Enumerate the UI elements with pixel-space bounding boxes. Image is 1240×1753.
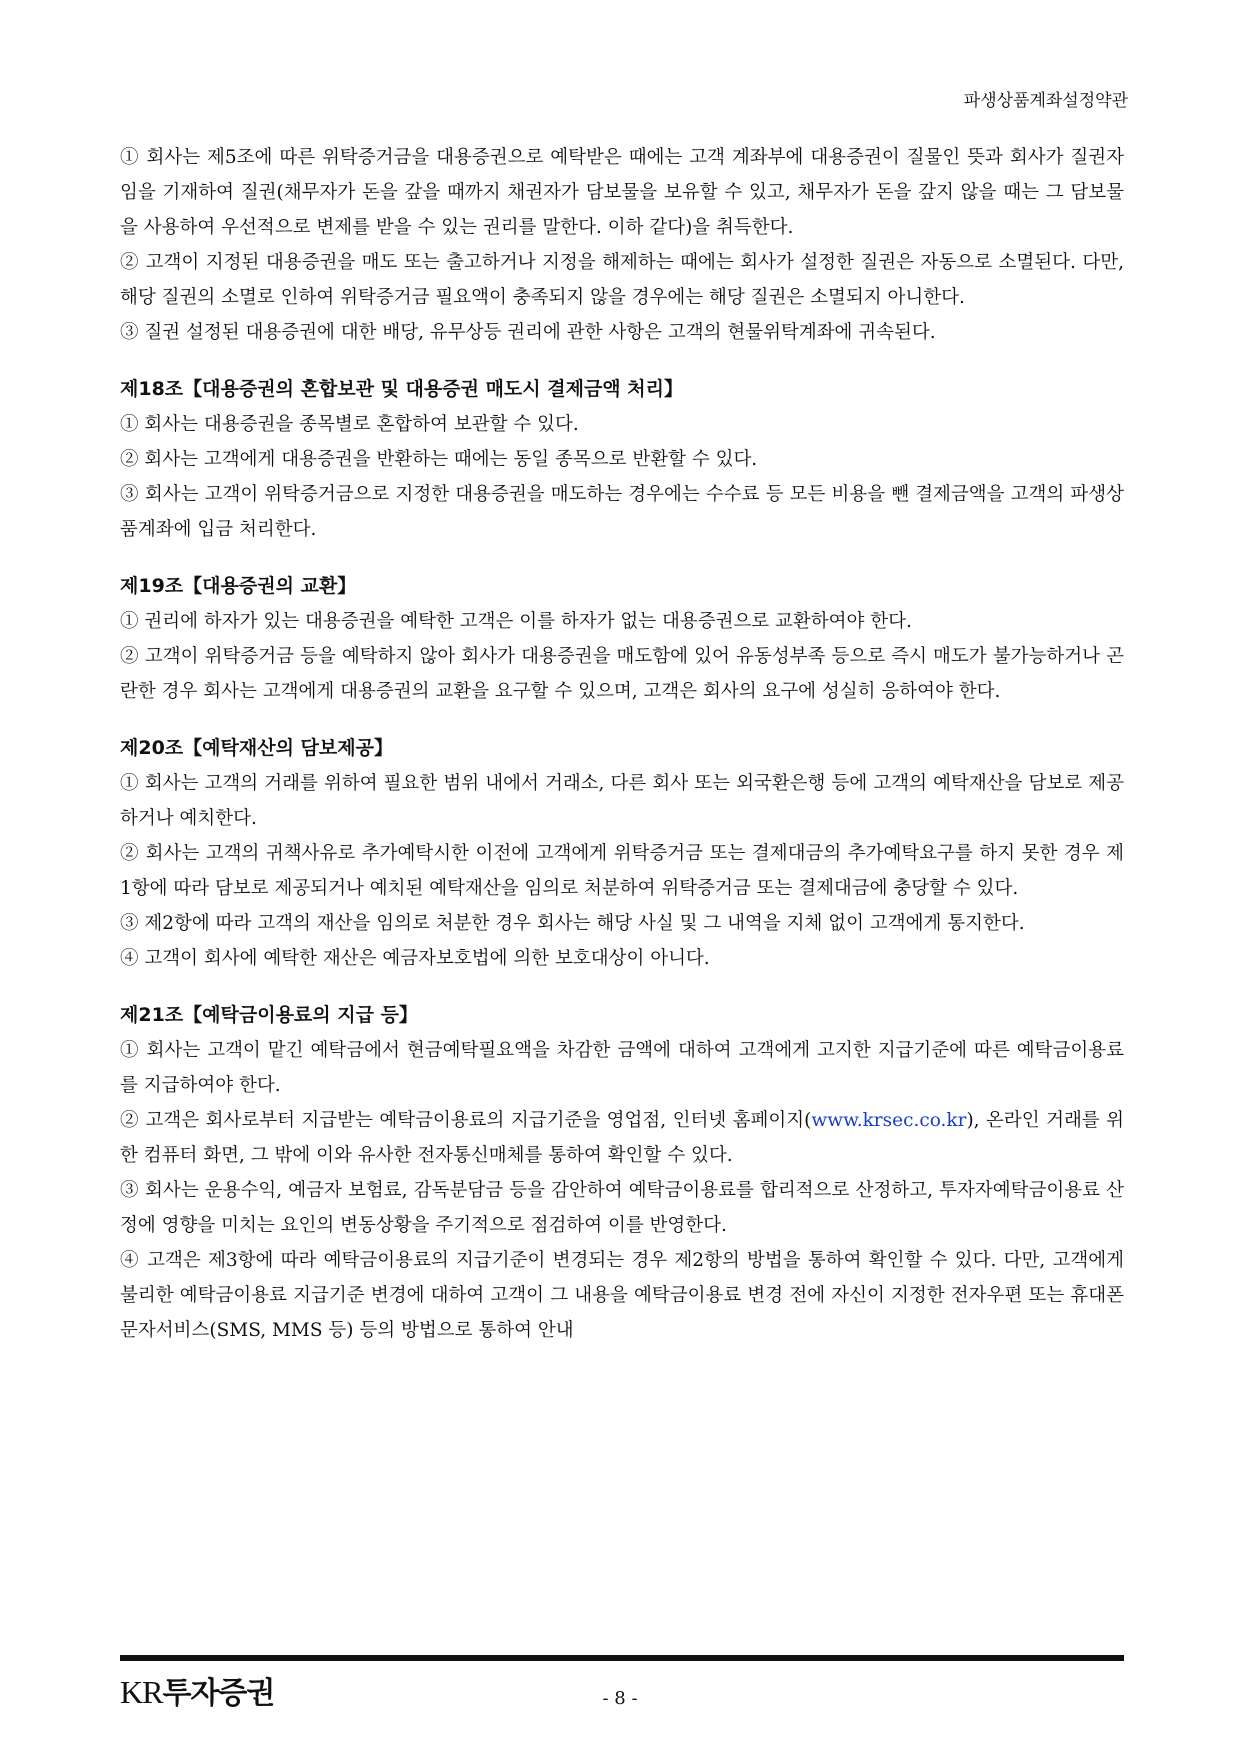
homepage-link[interactable]: www.krsec.co.kr	[811, 1110, 967, 1131]
paragraph-text: ② 고객은 회사로부터 지급받는 예탁금이용료의 지급기준을 영업점, 인터넷 홈페이지(	[120, 1110, 812, 1131]
article-21-title: 제21조【예탁금이용료의 지급 등】	[120, 1004, 418, 1026]
logo-latin: KR	[120, 1674, 163, 1710]
paragraph: ③ 제2항에 따라 고객의 재산을 임의로 처분한 경우 회사는 해당 사실 및 그 내역을 지체 없이 고객에게 통지한다.	[120, 913, 1025, 934]
page-number: - 8 -	[602, 1688, 638, 1709]
paragraph: ① 회사는 고객이 맡긴 예탁금에서 현금예탁필요액을 차감한 금액에 대하여 고객에게 고지한 지급기준에 따른 예탁금이용료를 지급하여야 한다.	[120, 1040, 1124, 1096]
paragraph: ③ 질권 설정된 대용증권에 대한 배당, 유무상등 권리에 관한 사항은 고객의 현물위탁계좌에 귀속된다.	[120, 322, 936, 343]
article-20-title: 제20조【예탁재산의 담보제공】	[120, 737, 393, 759]
paragraph: ① 회사는 대용증권을 종목별로 혼합하여 보관할 수 있다.	[120, 414, 579, 435]
paragraph: ① 회사는 제5조에 따른 위탁증거금을 대용증권으로 예탁받은 때에는 고객 계좌부에 대용증권이 질물인 뜻과 회사가 질권자임을 기재하여 질권(채무자가 돈을 갚을 때까지 채권자가 담보물을 보유할 수 있고, 채무자가 돈을 갚지 않을 때는 그 담보물을 사용하여 우선적으로 변제를 받을 수 있는 권리를 말한다. 이하 같다)을 취득한다.	[120, 147, 1124, 238]
logo-korean: 투자증권	[162, 1676, 275, 1711]
paragraph: ① 권리에 하자가 있는 대용증권을 예탁한 고객은 이를 하자가 없는 대용증권으로 교환하여야 한다.	[120, 611, 912, 632]
paragraph: ① 회사는 고객의 거래를 위하여 필요한 범위 내에서 거래소, 다른 회사 또는 외국환은행 등에 고객의 예탁재산을 담보로 제공하거나 예치한다.	[120, 773, 1124, 829]
document-body	[120, 140, 1124, 1348]
paragraph: ② 회사는 고객의 귀책사유로 추가예탁시한 이전에 고객에게 위탁증거금 또는 결제대금의 추가예탁요구를 하지 못한 경우 제1항에 따라 담보로 제공되거나 예치된 예탁재산을 임의로 처분하여 위탁증거금 또는 결제대금에 충당할 수 있다.	[120, 843, 1124, 899]
running-header: 파생상품계좌설정약관	[963, 91, 1128, 111]
article-18-title: 제18조【대용증권의 혼합보관 및 대용증권 매도시 결제금액 처리】	[120, 378, 683, 400]
paragraph: ② 회사는 고객에게 대용증권을 반환하는 때에는 동일 종목으로 반환할 수 있다.	[120, 449, 758, 470]
paragraph-text: ), 온라인 거래를 위한 컴퓨터 화면, 그 밖에 이와 유사한 전자통신매체를 통하여 확인할 수 있다.	[120, 1110, 1125, 1166]
paragraph: ④ 고객은 제3항에 따라 예탁금이용료의 지급기준이 변경되는 경우 제2항의 방법을 통하여 확인할 수 있다. 다만, 고객에게 불리한 예탁금이용료 지급기준 변경에 대하여 고객이 그 내용을 예탁금이용료 변경 전에 자신이 지정한 전자우편 또는 휴대폰 문자서비스(SMS, MMS 등) 등의 방법으로 통하여 안내	[120, 1250, 1124, 1341]
paragraph: ③ 회사는 운용수익, 예금자 보험료, 감독분담금 등을 감안하여 예탁금이용료를 합리적으로 산정하고, 투자자예탁금이용료 산정에 영향을 미치는 요인의 변동상황을 주기적으로 점검하여 이를 반영한다.	[120, 1180, 1124, 1236]
footer-divider	[120, 1655, 1124, 1661]
paragraph-with-link	[120, 1103, 1124, 1173]
article-19-title: 제19조【대용증권의 교환】	[120, 575, 357, 597]
paragraph: ③ 회사는 고객이 위탁증거금으로 지정한 대용증권을 매도하는 경우에는 수수료 등 모든 비용을 뺀 결제금액을 고객의 파생상품계좌에 입금 처리한다.	[120, 484, 1124, 540]
paragraph: ④ 고객이 회사에 예탁한 재산은 예금자보호법에 의한 보호대상이 아니다.	[120, 948, 710, 969]
paragraph: ② 고객이 위탁증거금 등을 예탁하지 않아 회사가 대용증권을 매도함에 있어 유동성부족 등으로 즉시 매도가 불가능하거나 곤란한 경우 회사는 고객에게 대용증권의 교환을 요구할 수 있으며, 고객은 회사의 요구에 성실히 응하여야 한다.	[120, 646, 1124, 702]
paragraph: ② 고객이 지정된 대용증권을 매도 또는 출고하거나 지정을 해제하는 때에는 회사가 설정한 질권은 자동으로 소멸된다. 다만, 해당 질권의 소멸로 인하여 위탁증거금 필요액이 충족되지 않을 경우에는 해당 질권은 소멸되지 아니한다.	[120, 252, 1124, 308]
